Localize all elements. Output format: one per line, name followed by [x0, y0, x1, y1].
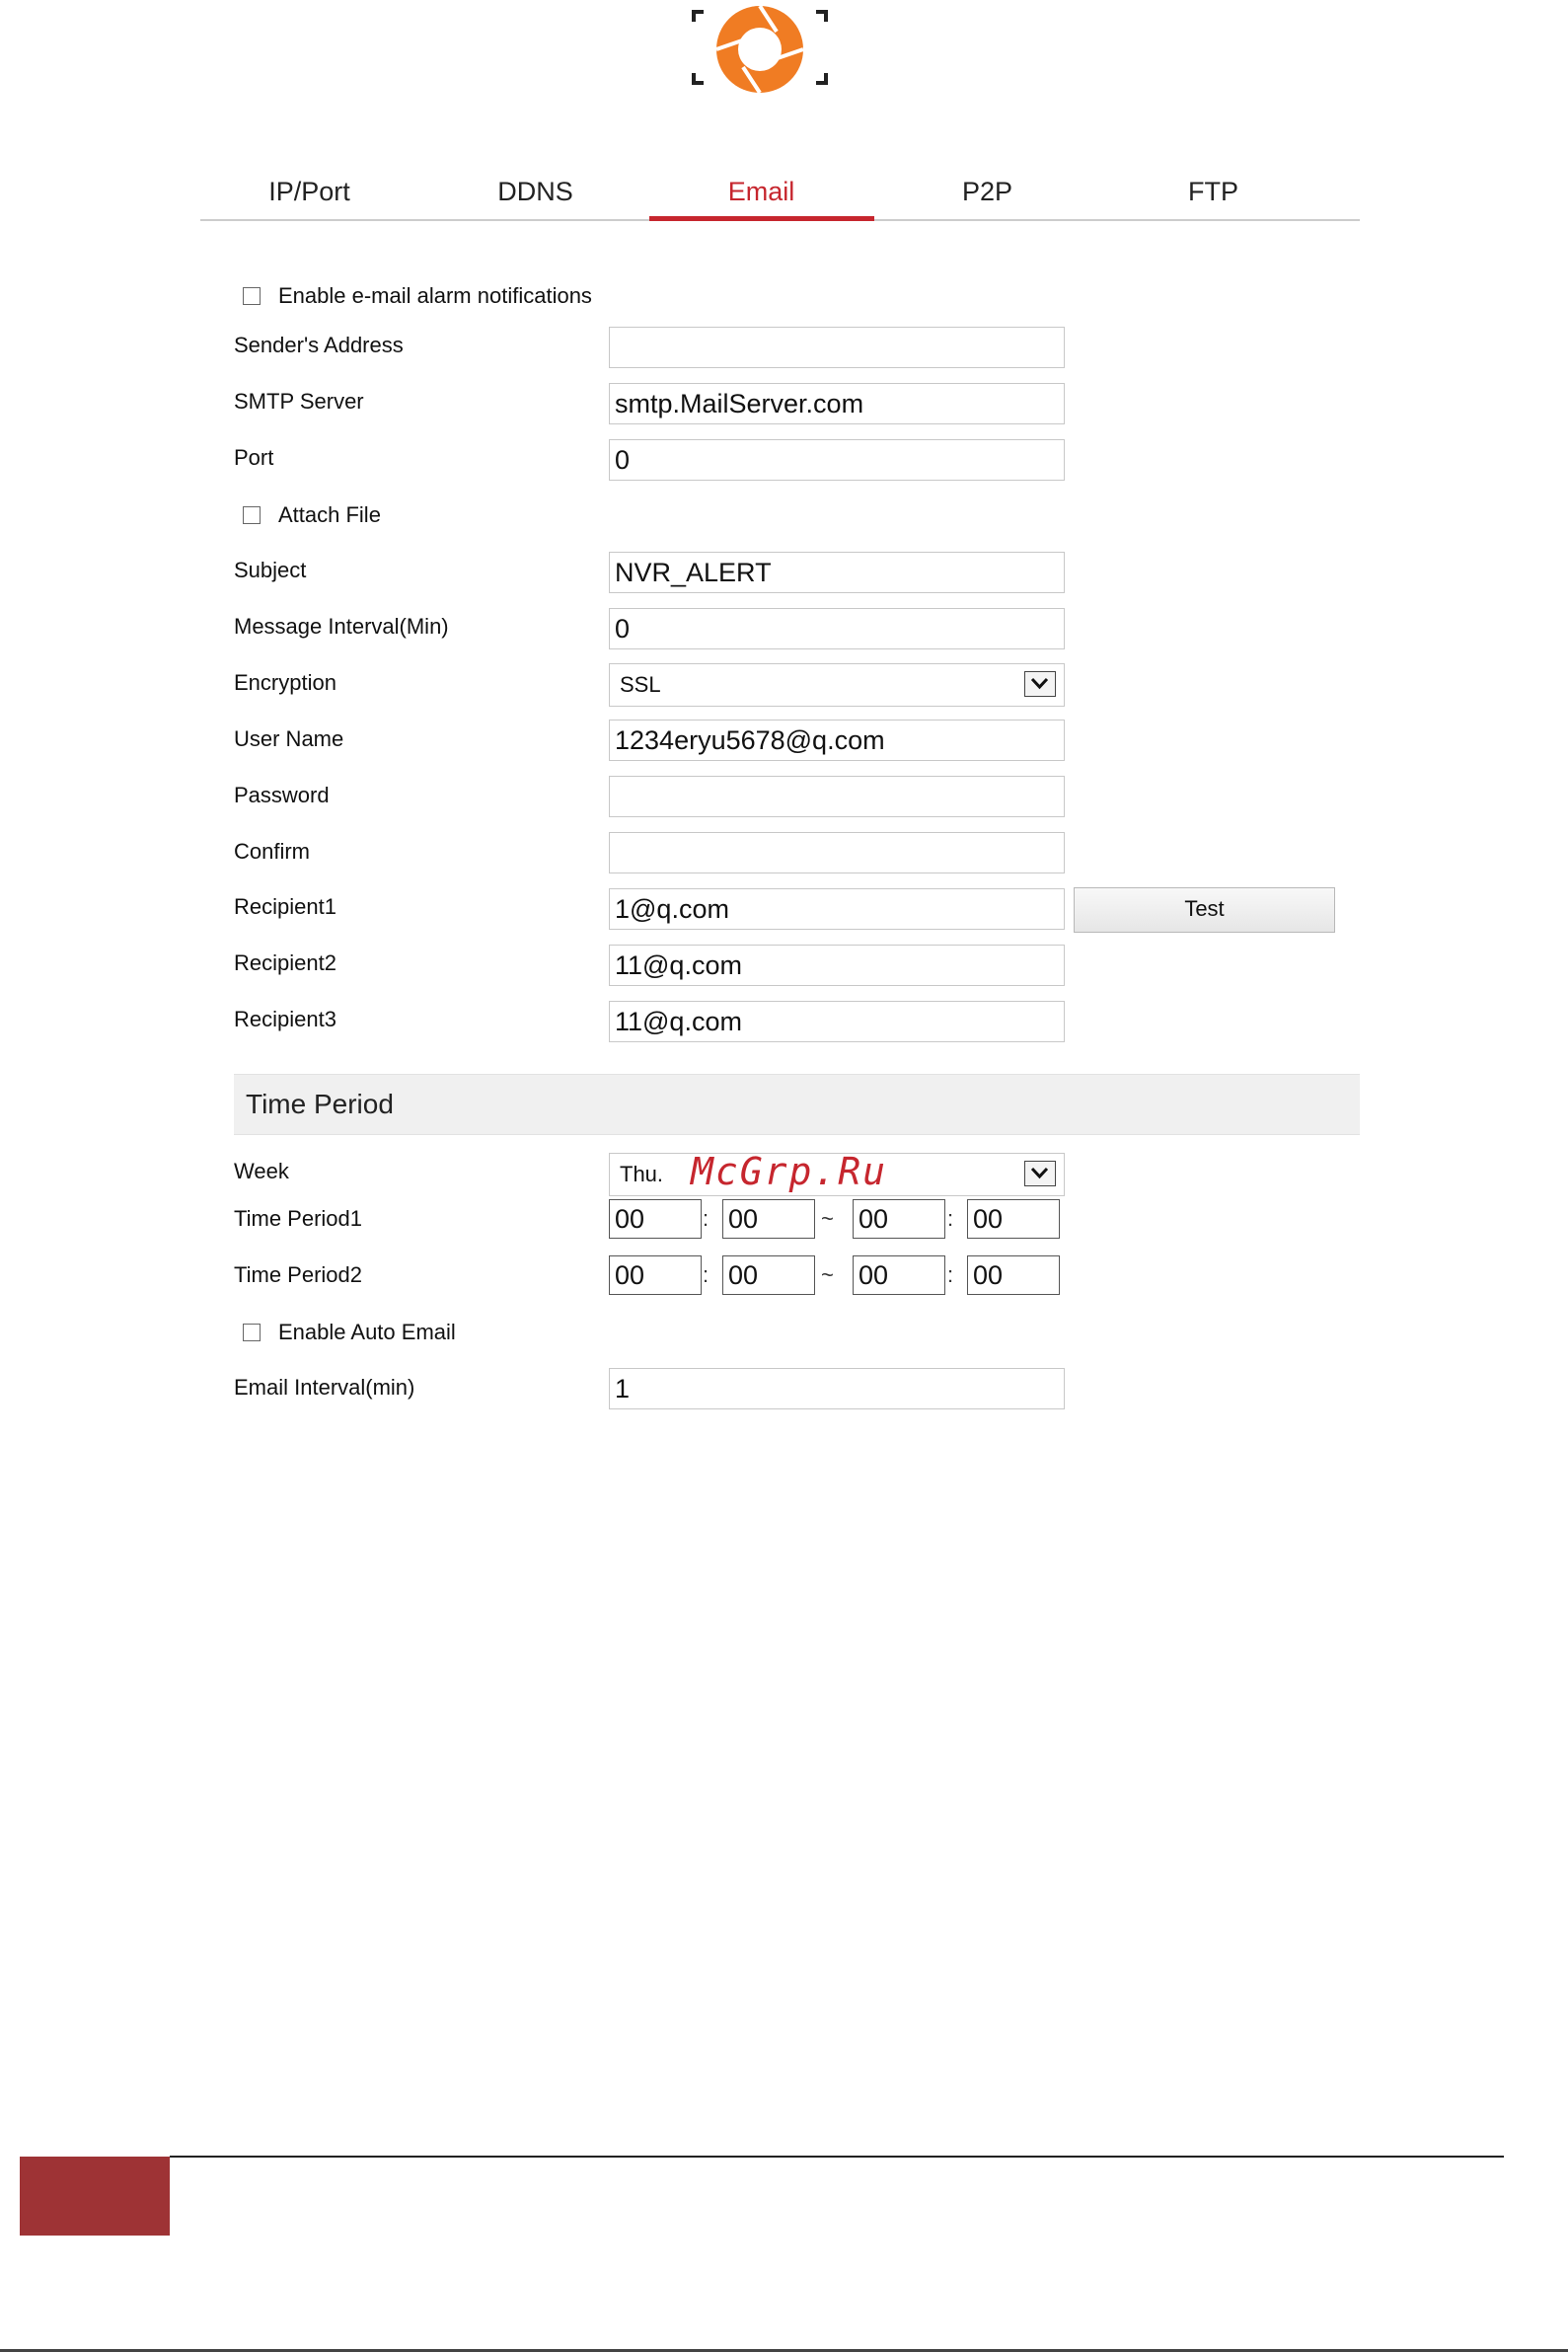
encryption-select[interactable]: [609, 663, 1065, 707]
test-button[interactable]: Test: [1074, 887, 1335, 933]
port-label: Port: [234, 445, 274, 470]
colon-separator: :: [947, 1262, 954, 1287]
password-label: Password: [234, 783, 330, 807]
sender-address-input[interactable]: [609, 327, 1065, 368]
sender-address-label: Sender's Address: [234, 333, 404, 357]
period2-start-hour[interactable]: 00: [609, 1255, 702, 1295]
chevron-down-icon[interactable]: [1024, 1161, 1056, 1186]
subject-input[interactable]: [609, 552, 1065, 593]
tab-ip-port[interactable]: IP/Port: [268, 177, 350, 206]
auto-email-row: [243, 1320, 456, 1345]
confirm-password-input[interactable]: [609, 832, 1065, 873]
message-interval-input[interactable]: [609, 608, 1065, 649]
recipient2-label: Recipient2: [234, 950, 336, 975]
tilde-separator: ~: [821, 1206, 834, 1231]
period1-end-hour[interactable]: 00: [853, 1199, 945, 1239]
attach-file-label: Attach File: [278, 502, 381, 527]
period2-start-minute[interactable]: 00: [722, 1255, 815, 1295]
colon-separator: :: [703, 1206, 709, 1231]
colon-separator: :: [947, 1206, 954, 1231]
period2-end-hour[interactable]: 00: [853, 1255, 945, 1295]
footer-line: [170, 2156, 1504, 2158]
auto-email-checkbox[interactable]: [243, 1324, 261, 1341]
period1-start-minute[interactable]: 00: [722, 1199, 815, 1239]
aperture-logo-icon: [686, 0, 834, 109]
password-input[interactable]: [609, 776, 1065, 817]
recipient3-input[interactable]: [609, 1001, 1065, 1042]
email-interval-input[interactable]: [609, 1368, 1065, 1409]
recipient1-label: Recipient1: [234, 894, 336, 919]
week-value: Thu.: [620, 1162, 664, 1186]
subject-label: Subject: [234, 558, 307, 582]
confirm-label: Confirm: [234, 839, 311, 864]
time-period2-label: Time Period2: [234, 1262, 363, 1287]
attach-file-checkbox[interactable]: [243, 506, 261, 524]
colon-separator: :: [703, 1262, 709, 1287]
active-tab-indicator: [649, 216, 874, 221]
tab-email[interactable]: Email: [727, 177, 795, 206]
port-input[interactable]: [609, 439, 1065, 481]
user-name-label: User Name: [234, 726, 344, 751]
encryption-label: Encryption: [234, 670, 336, 695]
tab-ftp[interactable]: FTP: [1188, 177, 1238, 206]
time-period1-label: Time Period1: [234, 1206, 363, 1231]
week-label: Week: [234, 1159, 289, 1183]
footer-block: [20, 2157, 170, 2236]
tab-ddns[interactable]: DDNS: [497, 177, 573, 206]
tab-p2p[interactable]: P2P: [961, 177, 1013, 206]
auto-email-label: Enable Auto Email: [278, 1320, 456, 1344]
enable-email-label: Enable e-mail alarm notifications: [278, 283, 592, 308]
tilde-separator: ~: [821, 1262, 834, 1287]
time-period-header: [234, 1074, 1360, 1135]
smtp-server-label: SMTP Server: [234, 389, 364, 414]
period2-end-minute[interactable]: 00: [967, 1255, 1060, 1295]
attach-file-row: [243, 502, 381, 528]
watermark-text: McGrp.Ru: [691, 1150, 888, 1193]
time-period-title: Time Period: [246, 1089, 394, 1119]
encryption-value: SSL: [620, 672, 661, 697]
period1-start-hour[interactable]: 00: [609, 1199, 702, 1239]
enable-email-checkbox[interactable]: [243, 287, 261, 305]
user-name-input[interactable]: [609, 720, 1065, 761]
chevron-down-icon[interactable]: [1024, 671, 1056, 697]
recipient3-label: Recipient3: [234, 1007, 336, 1031]
smtp-server-input[interactable]: [609, 383, 1065, 424]
enable-email-row: [243, 283, 592, 309]
email-interval-label: Email Interval(min): [234, 1375, 415, 1400]
message-interval-label: Message Interval(Min): [234, 614, 449, 639]
recipient2-input[interactable]: [609, 945, 1065, 986]
period1-end-minute[interactable]: 00: [967, 1199, 1060, 1239]
recipient1-input[interactable]: [609, 888, 1065, 930]
